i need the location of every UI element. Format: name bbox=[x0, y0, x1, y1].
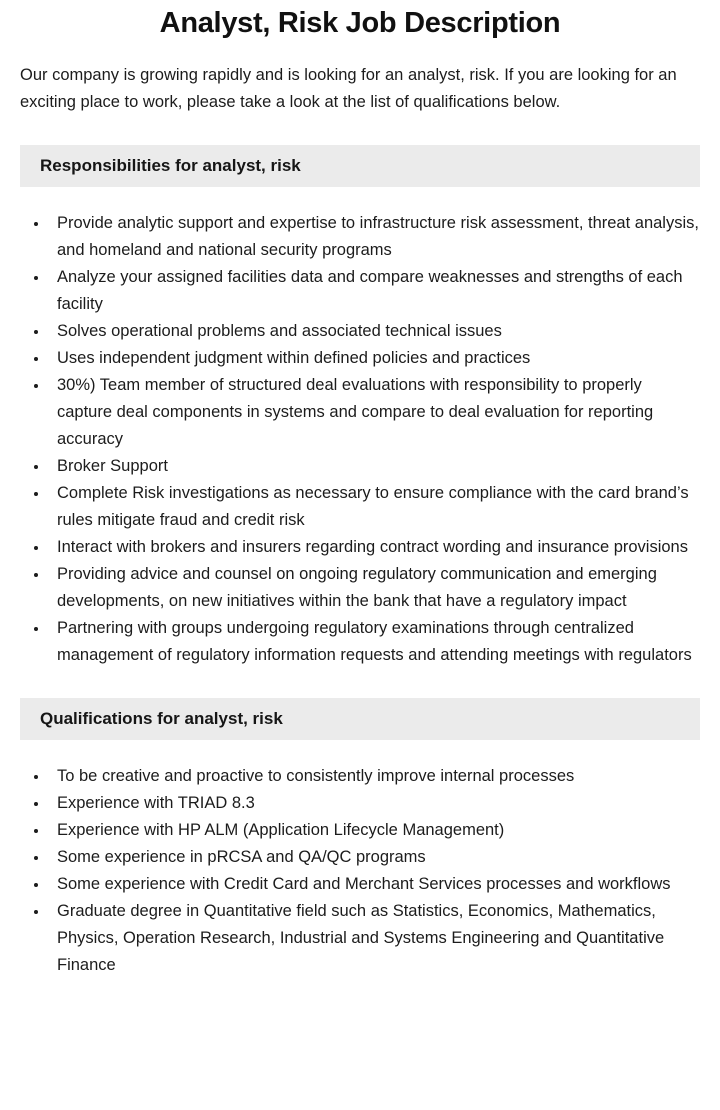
responsibilities-list bbox=[20, 210, 700, 669]
list-item: • Interact with brokers and insurers regarding contract wording and insurance provisions bbox=[49, 534, 700, 561]
list-item: • Some experience in pRCSA and QA/QC programs bbox=[49, 844, 700, 871]
section-heading-responsibilities: Responsibilities for analyst, risk bbox=[20, 145, 700, 187]
list-item: • Broker Support bbox=[49, 453, 700, 480]
list-item: • Partnering with groups undergoing regulatory examinations through centralized management of regulatory information requests and attending meetings with regulators bbox=[49, 615, 700, 669]
list-item: • Experience with TRIAD 8.3 bbox=[49, 790, 700, 817]
qualifications-list bbox=[20, 763, 700, 979]
list-item: • Uses independent judgment within defined policies and practices bbox=[49, 345, 700, 372]
section-qualifications bbox=[20, 698, 700, 979]
list-item: • Providing advice and counsel on ongoing regulatory communication and emerging developments, on new initiatives within the bank that have a regulatory impact bbox=[49, 561, 700, 615]
section-heading-qualifications: Qualifications for analyst, risk bbox=[20, 698, 700, 740]
list-item: • Experience with HP ALM (Application Lifecycle Management) bbox=[49, 817, 700, 844]
list-item: • 30%) Team member of structured deal evaluations with responsibility to properly capture deal components in systems and compare to deal evaluation for reporting accuracy bbox=[49, 372, 700, 453]
list-item: • Complete Risk investigations as necessary to ensure compliance with the card brand’s rules mitigate fraud and credit risk bbox=[49, 480, 700, 534]
list-item: • Provide analytic support and expertise to infrastructure risk assessment, threat analysis, and homeland and national security programs bbox=[49, 210, 700, 264]
section-responsibilities bbox=[20, 145, 700, 669]
list-item: • Graduate degree in Quantitative field such as Statistics, Economics, Mathematics, Physics, Operation Research, Industrial and Systems Engineering and Quantitative Finance bbox=[49, 898, 700, 979]
list-item: • To be creative and proactive to consistently improve internal processes bbox=[49, 763, 700, 790]
page-title: Analyst, Risk Job Description bbox=[159, 7, 561, 39]
list-item: • Analyze your assigned facilities data and compare weaknesses and strengths of each facility bbox=[49, 264, 700, 318]
list-item: • Solves operational problems and associated technical issues bbox=[49, 318, 700, 345]
list-item: • Some experience with Credit Card and Merchant Services processes and workflows bbox=[49, 871, 700, 898]
intro-paragraph: Our company is growing rapidly and is looking for an analyst, risk. If you are looking for an exciting place to work, please take a look at the list of qualifications below. bbox=[20, 66, 677, 112]
